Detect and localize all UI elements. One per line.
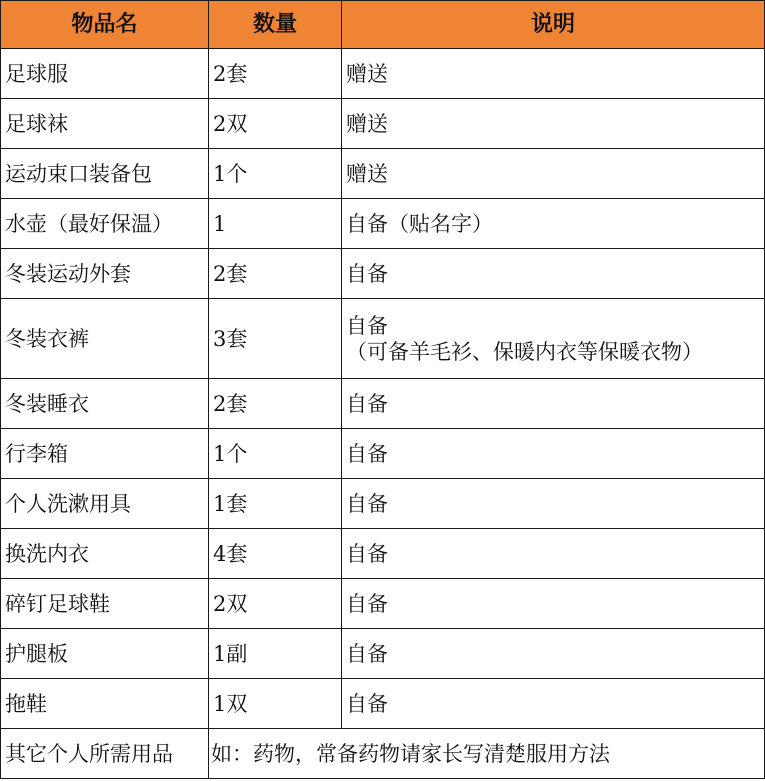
item-quantity: 2套 [209,249,342,299]
header-quantity: 数量 [209,1,342,49]
header-row [1,1,765,49]
table-row [1,99,765,149]
table-row [1,299,765,379]
item-note: 自备（贴名字） [342,199,765,249]
item-note: 自备 [342,629,765,679]
item-note: 自备 [342,679,765,729]
item-quantity: 1套 [209,479,342,529]
item-note: 自备 [342,379,765,429]
item-name: 换洗内衣 [1,529,209,579]
item-quantity: 1双 [209,679,342,729]
item-name: 冬装运动外套 [1,249,209,299]
item-note: 自备 [342,529,765,579]
item-note-line-2: （可备羊毛衫、保暖内衣等保暖衣物） [346,339,703,364]
item-name: 护腿板 [1,629,209,679]
table-row [1,629,765,679]
item-name: 水壶（最好保温） [1,199,209,249]
item-note-line-1: 自备 [346,313,388,338]
header-item: 物品名 [1,1,209,49]
item-name: 拖鞋 [1,679,209,729]
table-row [1,679,765,729]
item-note: 自备 [342,579,765,629]
item-quantity: 3套 [209,299,342,379]
item-note: 自备 [342,249,765,299]
item-note: 自备 [342,479,765,529]
table-row [1,249,765,299]
item-name: 足球服 [1,49,209,99]
item-name: 运动束口装备包 [1,149,209,199]
item-name: 个人洗漱用具 [1,479,209,529]
item-note: 赠送 [342,99,765,149]
item-quantity: 1个 [209,429,342,479]
header-note: 说明 [342,1,765,49]
item-quantity: 2套 [209,49,342,99]
footer-item: 其它个人所需用品 [1,729,209,779]
item-name: 碎钉足球鞋 [1,579,209,629]
item-quantity: 1个 [209,149,342,199]
item-note [342,299,765,379]
footer-note: 如：药物，常备药物请家长写清楚服用方法 [209,729,765,779]
item-quantity: 2套 [209,379,342,429]
table-row [1,479,765,529]
item-name: 行李箱 [1,429,209,479]
item-name: 足球袜 [1,99,209,149]
item-quantity: 2双 [209,579,342,629]
item-note: 自备 [342,429,765,479]
table-row [1,429,765,479]
table-row [1,529,765,579]
table-row [1,149,765,199]
footer-row [1,729,765,779]
item-quantity: 4套 [209,529,342,579]
table-row [1,49,765,99]
item-quantity: 1 [209,199,342,249]
item-note: 赠送 [342,49,765,99]
item-name: 冬装衣裤 [1,299,209,379]
item-quantity: 1副 [209,629,342,679]
table-row [1,379,765,429]
table-row [1,579,765,629]
table-row [1,199,765,249]
item-note: 赠送 [342,149,765,199]
item-quantity: 2双 [209,99,342,149]
item-name: 冬装睡衣 [1,379,209,429]
